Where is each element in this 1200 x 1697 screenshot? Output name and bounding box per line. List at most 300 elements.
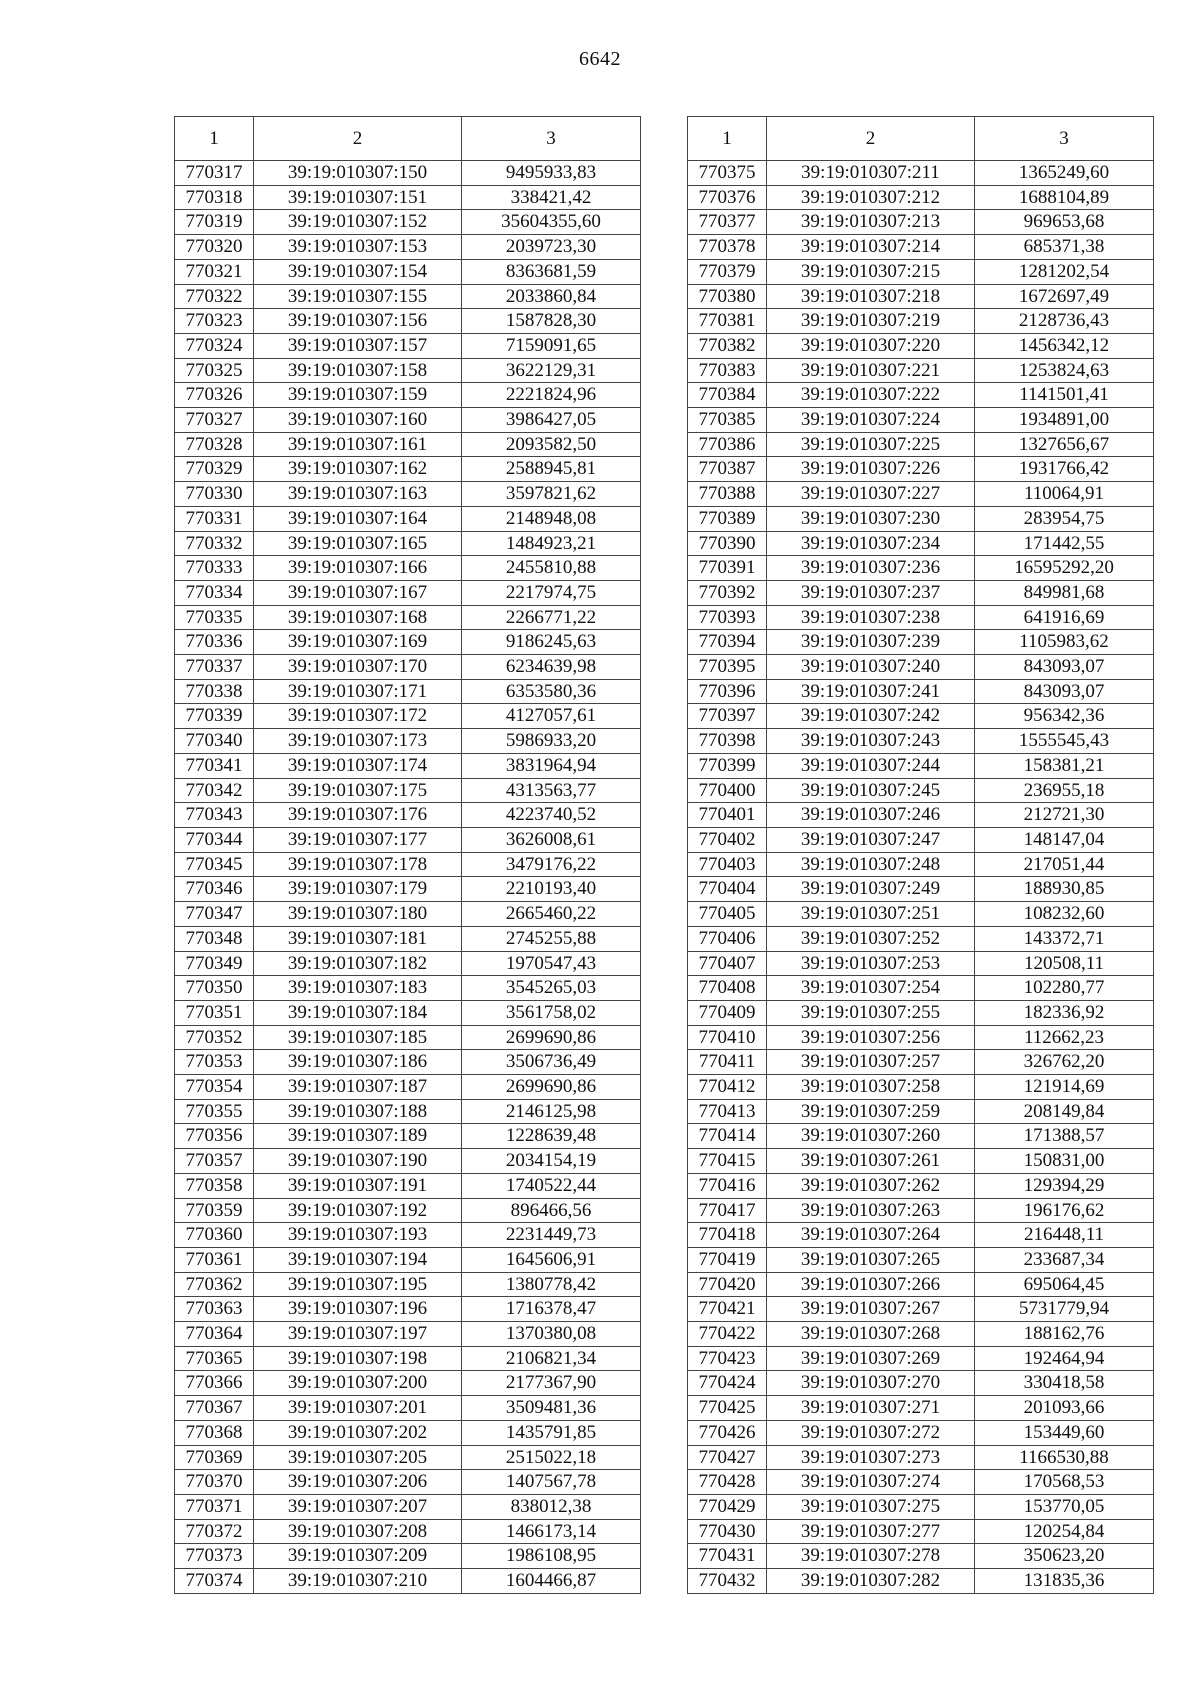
left-table <box>174 116 641 1594</box>
cadastral-number-cell: 39:19:010307:239 <box>767 630 975 655</box>
table-row <box>688 1149 1154 1174</box>
value-cell: 685371,38 <box>975 235 1154 260</box>
value-cell: 6353580,36 <box>462 679 641 704</box>
cadastral-number-cell: 39:19:010307:267 <box>767 1297 975 1322</box>
row-number-cell: 770425 <box>688 1396 767 1421</box>
value-cell: 2266771,22 <box>462 605 641 630</box>
row-number-cell: 770418 <box>688 1223 767 1248</box>
cadastral-number-cell: 39:19:010307:180 <box>254 902 462 927</box>
value-cell: 121914,69 <box>975 1075 1154 1100</box>
row-number-cell: 770415 <box>688 1149 767 1174</box>
table-row <box>175 1124 641 1149</box>
table-row <box>688 605 1154 630</box>
row-number-cell: 770365 <box>175 1346 254 1371</box>
value-cell: 2128736,43 <box>975 309 1154 334</box>
table-row <box>175 284 641 309</box>
table-row <box>175 852 641 877</box>
table-row <box>175 1198 641 1223</box>
table-row <box>175 210 641 235</box>
cadastral-number-cell: 39:19:010307:248 <box>767 852 975 877</box>
cadastral-number-cell: 39:19:010307:192 <box>254 1198 462 1223</box>
cadastral-number-cell: 39:19:010307:277 <box>767 1519 975 1544</box>
table-row <box>175 580 641 605</box>
row-number-cell: 770329 <box>175 457 254 482</box>
row-number-cell: 770404 <box>688 877 767 902</box>
value-cell: 2106821,34 <box>462 1346 641 1371</box>
cadastral-number-cell: 39:19:010307:234 <box>767 531 975 556</box>
row-number-cell: 770366 <box>175 1371 254 1396</box>
row-number-cell: 770338 <box>175 679 254 704</box>
table-row <box>175 408 641 433</box>
table-row <box>688 309 1154 334</box>
table-row <box>175 309 641 334</box>
row-number-cell: 770345 <box>175 852 254 877</box>
cadastral-number-cell: 39:19:010307:270 <box>767 1371 975 1396</box>
cadastral-number-cell: 39:19:010307:150 <box>254 161 462 186</box>
row-number-cell: 770318 <box>175 185 254 210</box>
table-row <box>175 1297 641 1322</box>
table-row <box>688 803 1154 828</box>
cadastral-number-cell: 39:19:010307:224 <box>767 408 975 433</box>
row-number-cell: 770426 <box>688 1420 767 1445</box>
table-row <box>688 1000 1154 1025</box>
cadastral-number-cell: 39:19:010307:210 <box>254 1569 462 1594</box>
value-cell: 171442,55 <box>975 531 1154 556</box>
table-row <box>688 1173 1154 1198</box>
row-number-cell: 770419 <box>688 1247 767 1272</box>
table-row <box>688 1272 1154 1297</box>
row-number-cell: 770371 <box>175 1494 254 1519</box>
value-cell: 120254,84 <box>975 1519 1154 1544</box>
cadastral-number-cell: 39:19:010307:195 <box>254 1272 462 1297</box>
row-number-cell: 770423 <box>688 1346 767 1371</box>
value-cell: 8363681,59 <box>462 259 641 284</box>
value-cell: 3545265,03 <box>462 976 641 1001</box>
column-header-2: 2 <box>254 117 462 161</box>
value-cell: 236955,18 <box>975 778 1154 803</box>
cadastral-number-cell: 39:19:010307:209 <box>254 1544 462 1569</box>
cadastral-number-cell: 39:19:010307:188 <box>254 1099 462 1124</box>
table-row <box>175 605 641 630</box>
value-cell: 330418,58 <box>975 1371 1154 1396</box>
value-cell: 5731779,94 <box>975 1297 1154 1322</box>
table-row <box>688 1025 1154 1050</box>
value-cell: 1407567,78 <box>462 1470 641 1495</box>
value-cell: 4127057,61 <box>462 704 641 729</box>
table-row <box>688 408 1154 433</box>
table-row <box>688 902 1154 927</box>
row-number-cell: 770417 <box>688 1198 767 1223</box>
cadastral-number-cell: 39:19:010307:157 <box>254 333 462 358</box>
table-row <box>175 1470 641 1495</box>
table-row <box>688 556 1154 581</box>
row-number-cell: 770334 <box>175 580 254 605</box>
table-row <box>688 1346 1154 1371</box>
table-row <box>688 1075 1154 1100</box>
row-number-cell: 770397 <box>688 704 767 729</box>
row-number-cell: 770340 <box>175 729 254 754</box>
cadastral-number-cell: 39:19:010307:226 <box>767 457 975 482</box>
cadastral-number-cell: 39:19:010307:176 <box>254 803 462 828</box>
table-row <box>175 753 641 778</box>
table-row <box>688 185 1154 210</box>
value-cell: 102280,77 <box>975 976 1154 1001</box>
value-cell: 1672697,49 <box>975 284 1154 309</box>
cadastral-number-cell: 39:19:010307:253 <box>767 951 975 976</box>
value-cell: 233687,34 <box>975 1247 1154 1272</box>
value-cell: 2699690,86 <box>462 1025 641 1050</box>
cadastral-number-cell: 39:19:010307:194 <box>254 1247 462 1272</box>
row-number-cell: 770403 <box>688 852 767 877</box>
cadastral-number-cell: 39:19:010307:221 <box>767 358 975 383</box>
value-cell: 3597821,62 <box>462 482 641 507</box>
column-header-3: 3 <box>462 117 641 161</box>
cadastral-number-cell: 39:19:010307:263 <box>767 1198 975 1223</box>
cadastral-number-cell: 39:19:010307:177 <box>254 827 462 852</box>
cadastral-number-cell: 39:19:010307:175 <box>254 778 462 803</box>
value-cell: 208149,84 <box>975 1099 1154 1124</box>
row-number-cell: 770414 <box>688 1124 767 1149</box>
table-row <box>175 1346 641 1371</box>
row-number-cell: 770412 <box>688 1075 767 1100</box>
cadastral-number-cell: 39:19:010307:282 <box>767 1569 975 1594</box>
table-row <box>688 1223 1154 1248</box>
row-number-cell: 770409 <box>688 1000 767 1025</box>
cadastral-number-cell: 39:19:010307:172 <box>254 704 462 729</box>
table-row <box>175 333 641 358</box>
cadastral-number-cell: 39:19:010307:244 <box>767 753 975 778</box>
row-number-cell: 770352 <box>175 1025 254 1050</box>
row-number-cell: 770381 <box>688 309 767 334</box>
row-number-cell: 770379 <box>688 259 767 284</box>
column-header-3: 3 <box>975 117 1154 161</box>
value-cell: 171388,57 <box>975 1124 1154 1149</box>
row-number-cell: 770413 <box>688 1099 767 1124</box>
row-number-cell: 770374 <box>175 1569 254 1594</box>
cadastral-number-cell: 39:19:010307:190 <box>254 1149 462 1174</box>
value-cell: 4313563,77 <box>462 778 641 803</box>
value-cell: 849981,68 <box>975 580 1154 605</box>
value-cell: 1555545,43 <box>975 729 1154 754</box>
cadastral-number-cell: 39:19:010307:184 <box>254 1000 462 1025</box>
cadastral-number-cell: 39:19:010307:274 <box>767 1470 975 1495</box>
row-number-cell: 770324 <box>175 333 254 358</box>
cadastral-number-cell: 39:19:010307:191 <box>254 1173 462 1198</box>
table-row <box>175 1247 641 1272</box>
cadastral-number-cell: 39:19:010307:258 <box>767 1075 975 1100</box>
cadastral-number-cell: 39:19:010307:197 <box>254 1322 462 1347</box>
value-cell: 3561758,02 <box>462 1000 641 1025</box>
value-cell: 1604466,87 <box>462 1569 641 1594</box>
table-row <box>175 432 641 457</box>
cadastral-number-cell: 39:19:010307:211 <box>767 161 975 186</box>
cadastral-number-cell: 39:19:010307:178 <box>254 852 462 877</box>
cadastral-number-cell: 39:19:010307:222 <box>767 383 975 408</box>
cadastral-number-cell: 39:19:010307:202 <box>254 1420 462 1445</box>
table-row <box>688 259 1154 284</box>
value-cell: 956342,36 <box>975 704 1154 729</box>
column-header-2: 2 <box>767 117 975 161</box>
row-number-cell: 770325 <box>175 358 254 383</box>
value-cell: 1688104,89 <box>975 185 1154 210</box>
cadastral-number-cell: 39:19:010307:254 <box>767 976 975 1001</box>
cadastral-number-cell: 39:19:010307:275 <box>767 1494 975 1519</box>
value-cell: 1105983,62 <box>975 630 1154 655</box>
row-number-cell: 770359 <box>175 1198 254 1223</box>
cadastral-number-cell: 39:19:010307:161 <box>254 432 462 457</box>
row-number-cell: 770390 <box>688 531 767 556</box>
row-number-cell: 770341 <box>175 753 254 778</box>
row-number-cell: 770388 <box>688 482 767 507</box>
table-row <box>175 1000 641 1025</box>
value-cell: 129394,29 <box>975 1173 1154 1198</box>
cadastral-number-cell: 39:19:010307:269 <box>767 1346 975 1371</box>
value-cell: 153449,60 <box>975 1420 1154 1445</box>
row-number-cell: 770420 <box>688 1272 767 1297</box>
value-cell: 2177367,90 <box>462 1371 641 1396</box>
value-cell: 112662,23 <box>975 1025 1154 1050</box>
row-number-cell: 770335 <box>175 605 254 630</box>
value-cell: 338421,42 <box>462 185 641 210</box>
table-row <box>688 284 1154 309</box>
left-table-body <box>175 161 641 1594</box>
row-number-cell: 770424 <box>688 1371 767 1396</box>
row-number-cell: 770378 <box>688 235 767 260</box>
table-row <box>175 729 641 754</box>
row-number-cell: 770392 <box>688 580 767 605</box>
value-cell: 1986108,95 <box>462 1544 641 1569</box>
row-number-cell: 770349 <box>175 951 254 976</box>
table-row <box>688 1519 1154 1544</box>
value-cell: 9186245,63 <box>462 630 641 655</box>
cadastral-number-cell: 39:19:010307:165 <box>254 531 462 556</box>
table-row <box>688 1099 1154 1124</box>
value-cell: 2221824,96 <box>462 383 641 408</box>
cadastral-number-cell: 39:19:010307:247 <box>767 827 975 852</box>
cadastral-number-cell: 39:19:010307:265 <box>767 1247 975 1272</box>
value-cell: 2231449,73 <box>462 1223 641 1248</box>
value-cell: 3479176,22 <box>462 852 641 877</box>
table-row <box>175 1445 641 1470</box>
value-cell: 1934891,00 <box>975 408 1154 433</box>
cadastral-number-cell: 39:19:010307:278 <box>767 1544 975 1569</box>
table-row <box>688 704 1154 729</box>
cadastral-number-cell: 39:19:010307:193 <box>254 1223 462 1248</box>
table-row <box>175 556 641 581</box>
table-row <box>688 1420 1154 1445</box>
row-number-cell: 770369 <box>175 1445 254 1470</box>
column-header-1: 1 <box>688 117 767 161</box>
row-number-cell: 770429 <box>688 1494 767 1519</box>
cadastral-number-cell: 39:19:010307:159 <box>254 383 462 408</box>
row-number-cell: 770391 <box>688 556 767 581</box>
table-row <box>688 482 1154 507</box>
row-number-cell: 770332 <box>175 531 254 556</box>
value-cell: 1466173,14 <box>462 1519 641 1544</box>
row-number-cell: 770422 <box>688 1322 767 1347</box>
row-number-cell: 770398 <box>688 729 767 754</box>
row-number-cell: 770410 <box>688 1025 767 1050</box>
value-cell: 216448,11 <box>975 1223 1154 1248</box>
value-cell: 4223740,52 <box>462 803 641 828</box>
table-row <box>175 161 641 186</box>
page-number: 6642 <box>579 48 621 70</box>
value-cell: 201093,66 <box>975 1396 1154 1421</box>
row-number-cell: 770363 <box>175 1297 254 1322</box>
row-number-cell: 770330 <box>175 482 254 507</box>
table-row <box>175 827 641 852</box>
table-row <box>688 235 1154 260</box>
table-row <box>175 655 641 680</box>
table-row <box>688 457 1154 482</box>
value-cell: 1970547,43 <box>462 951 641 976</box>
row-number-cell: 770431 <box>688 1544 767 1569</box>
value-cell: 2515022,18 <box>462 1445 641 1470</box>
row-number-cell: 770401 <box>688 803 767 828</box>
row-number-cell: 770346 <box>175 877 254 902</box>
table-row <box>688 432 1154 457</box>
table-row <box>175 259 641 284</box>
table-row <box>175 976 641 1001</box>
value-cell: 6234639,98 <box>462 655 641 680</box>
table-row <box>175 1396 641 1421</box>
cadastral-number-cell: 39:19:010307:168 <box>254 605 462 630</box>
table-row <box>175 1223 641 1248</box>
row-number-cell: 770408 <box>688 976 767 1001</box>
header-row <box>688 117 1154 161</box>
row-number-cell: 770385 <box>688 408 767 433</box>
table-row <box>175 1420 641 1445</box>
cadastral-number-cell: 39:19:010307:182 <box>254 951 462 976</box>
cadastral-number-cell: 39:19:010307:153 <box>254 235 462 260</box>
value-cell: 2745255,88 <box>462 926 641 951</box>
row-number-cell: 770347 <box>175 902 254 927</box>
table-row <box>688 877 1154 902</box>
row-number-cell: 770430 <box>688 1519 767 1544</box>
row-number-cell: 770358 <box>175 1173 254 1198</box>
value-cell: 158381,21 <box>975 753 1154 778</box>
row-number-cell: 770382 <box>688 333 767 358</box>
value-cell: 695064,45 <box>975 1272 1154 1297</box>
value-cell: 2034154,19 <box>462 1149 641 1174</box>
cadastral-number-cell: 39:19:010307:207 <box>254 1494 462 1519</box>
table-row <box>688 531 1154 556</box>
value-cell: 2033860,84 <box>462 284 641 309</box>
cadastral-number-cell: 39:19:010307:227 <box>767 482 975 507</box>
cadastral-number-cell: 39:19:010307:249 <box>767 877 975 902</box>
value-cell: 838012,38 <box>462 1494 641 1519</box>
row-number-cell: 770370 <box>175 1470 254 1495</box>
row-number-cell: 770432 <box>688 1569 767 1594</box>
row-number-cell: 770343 <box>175 803 254 828</box>
value-cell: 192464,94 <box>975 1346 1154 1371</box>
row-number-cell: 770387 <box>688 457 767 482</box>
row-number-cell: 770416 <box>688 1173 767 1198</box>
value-cell: 148147,04 <box>975 827 1154 852</box>
table-row <box>688 1445 1154 1470</box>
value-cell: 188162,76 <box>975 1322 1154 1347</box>
cadastral-number-cell: 39:19:010307:198 <box>254 1346 462 1371</box>
cadastral-number-cell: 39:19:010307:240 <box>767 655 975 680</box>
value-cell: 170568,53 <box>975 1470 1154 1495</box>
cadastral-number-cell: 39:19:010307:174 <box>254 753 462 778</box>
cadastral-number-cell: 39:19:010307:268 <box>767 1322 975 1347</box>
value-cell: 9495933,83 <box>462 161 641 186</box>
cadastral-number-cell: 39:19:010307:257 <box>767 1050 975 1075</box>
cadastral-number-cell: 39:19:010307:260 <box>767 1124 975 1149</box>
cadastral-number-cell: 39:19:010307:213 <box>767 210 975 235</box>
row-number-cell: 770393 <box>688 605 767 630</box>
cadastral-number-cell: 39:19:010307:205 <box>254 1445 462 1470</box>
table-row <box>688 630 1154 655</box>
cadastral-number-cell: 39:19:010307:186 <box>254 1050 462 1075</box>
value-cell: 896466,56 <box>462 1198 641 1223</box>
table-row <box>175 778 641 803</box>
table-row <box>175 1322 641 1347</box>
row-number-cell: 770360 <box>175 1223 254 1248</box>
cadastral-number-cell: 39:19:010307:152 <box>254 210 462 235</box>
cadastral-number-cell: 39:19:010307:242 <box>767 704 975 729</box>
cadastral-number-cell: 39:19:010307:259 <box>767 1099 975 1124</box>
table-row <box>175 185 641 210</box>
row-number-cell: 770362 <box>175 1272 254 1297</box>
row-number-cell: 770372 <box>175 1519 254 1544</box>
value-cell: 1141501,41 <box>975 383 1154 408</box>
row-number-cell: 770320 <box>175 235 254 260</box>
cadastral-number-cell: 39:19:010307:206 <box>254 1470 462 1495</box>
value-cell: 1253824,63 <box>975 358 1154 383</box>
table-row <box>688 655 1154 680</box>
table-row <box>688 1396 1154 1421</box>
table-row <box>688 1470 1154 1495</box>
table-row <box>688 210 1154 235</box>
value-cell: 2455810,88 <box>462 556 641 581</box>
table-row <box>688 1198 1154 1223</box>
cadastral-number-cell: 39:19:010307:200 <box>254 1371 462 1396</box>
row-number-cell: 770357 <box>175 1149 254 1174</box>
value-cell: 3509481,36 <box>462 1396 641 1421</box>
cadastral-number-cell: 39:19:010307:179 <box>254 877 462 902</box>
row-number-cell: 770368 <box>175 1420 254 1445</box>
cadastral-number-cell: 39:19:010307:155 <box>254 284 462 309</box>
value-cell: 150831,00 <box>975 1149 1154 1174</box>
table-row <box>688 778 1154 803</box>
cadastral-number-cell: 39:19:010307:208 <box>254 1519 462 1544</box>
cadastral-number-cell: 39:19:010307:230 <box>767 506 975 531</box>
table-row <box>688 1371 1154 1396</box>
table-row <box>688 1322 1154 1347</box>
cadastral-number-cell: 39:19:010307:181 <box>254 926 462 951</box>
table-row <box>175 457 641 482</box>
table-row <box>688 729 1154 754</box>
row-number-cell: 770344 <box>175 827 254 852</box>
row-number-cell: 770339 <box>175 704 254 729</box>
row-number-cell: 770361 <box>175 1247 254 1272</box>
cadastral-number-cell: 39:19:010307:196 <box>254 1297 462 1322</box>
value-cell: 3831964,94 <box>462 753 641 778</box>
row-number-cell: 770407 <box>688 951 767 976</box>
cadastral-number-cell: 39:19:010307:187 <box>254 1075 462 1100</box>
value-cell: 1716378,47 <box>462 1297 641 1322</box>
row-number-cell: 770380 <box>688 284 767 309</box>
value-cell: 1327656,67 <box>975 432 1154 457</box>
cadastral-number-cell: 39:19:010307:189 <box>254 1124 462 1149</box>
cadastral-number-cell: 39:19:010307:158 <box>254 358 462 383</box>
value-cell: 2588945,81 <box>462 457 641 482</box>
cadastral-number-cell: 39:19:010307:169 <box>254 630 462 655</box>
cadastral-number-cell: 39:19:010307:251 <box>767 902 975 927</box>
row-number-cell: 770389 <box>688 506 767 531</box>
